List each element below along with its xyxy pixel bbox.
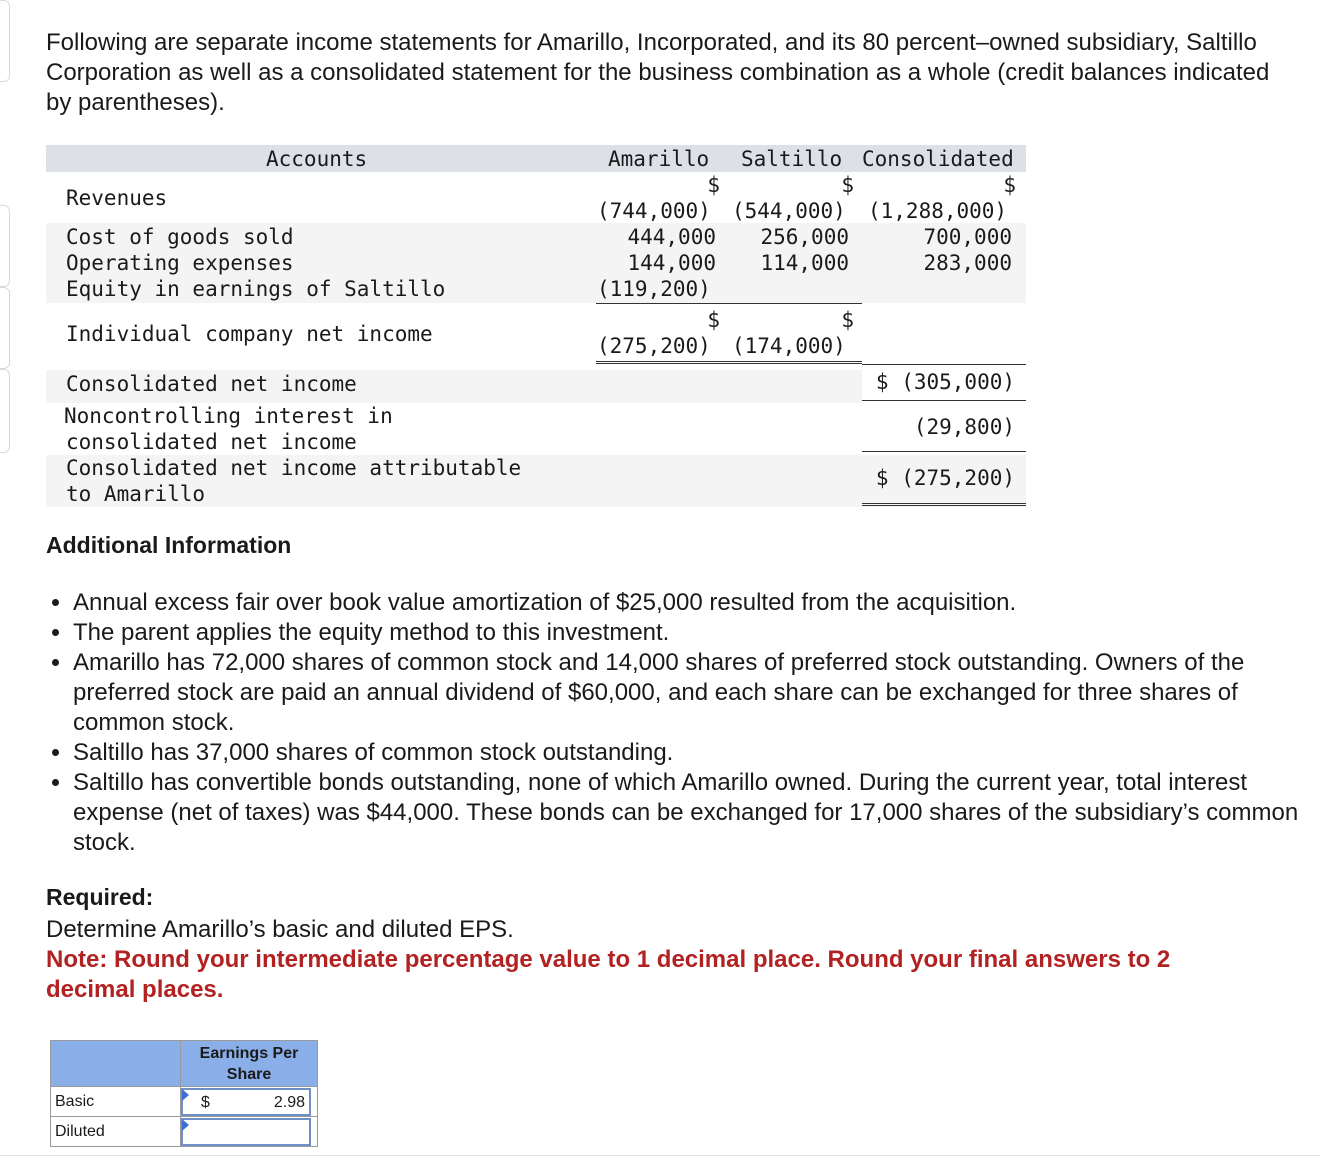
value-attributable-consolidated: $ (275,200) [875,466,1015,490]
value-opex-amarillo: 144,000 [627,251,716,275]
value-equity-amarillo: (119,200) [597,277,711,301]
value-opex-saltillo: 114,000 [760,251,849,275]
required-title: Required: [46,884,154,910]
subtotal-rule [862,451,1026,452]
basic-eps-input[interactable] [181,1088,311,1116]
row-label-opex: Operating expenses [66,251,294,275]
row-label-individual-net-income: Individual company net income [66,322,433,346]
eps-row-label-diluted: Diluted [51,1117,181,1147]
side-tab [0,287,10,369]
total-double-rule [596,361,862,364]
side-tab [0,205,10,287]
required-text: Determine Amarillo’s basic and diluted EPS. [46,916,514,943]
value-nci-consolidated: (29,800) [913,415,1015,439]
total-double-rule [862,503,1026,506]
eps-cell-diluted [181,1117,318,1147]
list-item: • Annual excess fair over book value amortization of $25,000 resulted from the acquisition. [73,588,1320,618]
row-label-attributable-line2: to Amarillo [66,482,206,506]
value-individual-amarillo: (275,200) [597,334,711,358]
side-tab [0,0,10,82]
input-flag-icon [182,1119,189,1131]
eps-header-line1: Earnings Per [199,1044,299,1062]
diluted-eps-input[interactable] [181,1118,311,1146]
additional-info-title: Additional Information [46,532,292,558]
basic-eps-value: 2.98 [273,1093,305,1111]
currency-symbol: $ [841,308,854,332]
input-flag-icon [182,1089,189,1101]
subtotal-rule [862,400,1026,401]
rounding-note: Note: Round your intermediate percentage value to 1 decimal place. Round your final answers to 2 decimal places. [46,946,1171,1003]
side-tab [0,369,10,453]
value-opex-consolidated: 283,000 [923,251,1012,275]
row-label-attributable-line1: Consolidated net income attributable [66,456,522,480]
currency-symbol: $ [707,308,720,332]
subtotal-rule [862,364,1026,365]
row-label-nci-line2: consolidated net income [66,430,357,454]
header-consolidated: Consolidated [862,147,1014,171]
row-label-cogs: Cost of goods sold [66,225,294,249]
header-saltillo: Saltillo [741,147,843,171]
currency-symbol: $ [1003,173,1016,197]
row-label-revenues: Revenues [66,186,168,210]
value-consolidated-net-income: $ (305,000) [875,370,1015,394]
value-cogs-saltillo: 256,000 [760,225,849,249]
value-cogs-consolidated: 700,000 [923,225,1012,249]
row-label-consolidated-net-income: Consolidated net income [66,372,357,396]
eps-header-line2: Share [226,1065,272,1083]
value-cogs-amarillo: 444,000 [627,225,716,249]
list-item: • Saltillo has convertible bonds outstanding, none of which Amarillo owned. During the current year, total interest expense (net of taxes) was $44,000. These bonds can be exchanged for 17,000 shares of the subsidiary’s common stock. [73,768,1320,858]
row-label-nci-line1: Noncontrolling interest in [64,404,393,428]
list-item: • Amarillo has 72,000 shares of common stock and 14,000 shares of preferred stock outstanding. Owners of the preferred stock are paid an annual dividend of $60,000, and each share can be exchanged for three shares of common stock. [73,648,1320,738]
eps-cell-basic [181,1087,318,1117]
additional-info-list [46,588,1320,858]
bottom-divider [0,1155,1320,1156]
eps-row-label-basic: Basic [51,1087,181,1117]
list-item: • The parent applies the equity method to this investment. [73,618,1320,648]
eps-header [181,1041,318,1087]
currency-symbol: $ [841,173,854,197]
header-amarillo: Amarillo [608,147,710,171]
value-revenues-amarillo: (744,000) [597,199,711,223]
value-revenues-saltillo: (544,000) [732,199,846,223]
value-revenues-consolidated: (1,288,000) [868,199,1008,223]
eps-header-blank [51,1041,181,1087]
list-item: • Saltillo has 37,000 shares of common stock outstanding. [73,738,1320,768]
eps-currency: $ [201,1093,210,1111]
currency-symbol: $ [707,173,720,197]
intro-text: Following are separate income statements for Amarillo, Incorporated, and its 80 percent–owned subsidiary, Saltillo Corporation as well as a consolidated statement for the business combination as a whole (credit balances indicated by parentheses). [46,29,1270,116]
row-label-equity-earnings: Equity in earnings of Saltillo [66,277,446,301]
eps-answer-table [50,1040,318,1147]
value-individual-saltillo: (174,000) [732,334,846,358]
header-accounts: Accounts [266,147,368,171]
subtotal-rule [596,303,862,304]
